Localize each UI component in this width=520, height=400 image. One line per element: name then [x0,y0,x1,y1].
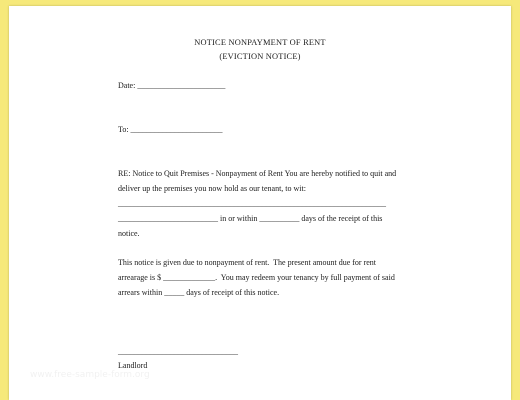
re-paragraph-line-2: deliver up the premises you now hold as our tenant, to wit: [118,184,306,193]
to-field: To: _______________________ [118,125,223,134]
signature-line: ______________________________ [118,347,238,356]
notice-paragraph-line-3: arrears within _____ days of receipt of this notice. [118,288,280,297]
notice-paragraph-line-2: arrearage is $ _____________. You may redeem your tenancy by full payment of said [118,273,395,282]
watermark: www.free-sample-form.org [30,370,150,380]
date-field: Date: ______________________ [118,81,226,90]
blank-line-3: notice. [118,229,140,238]
blank-line-2: _________________________ in or within __________ days of the receipt of this [118,214,383,223]
document-subtitle: (EVICTION NOTICE) [219,52,301,61]
blank-line-1: ___________________________________________________________________ [118,199,386,208]
re-paragraph-line-1: RE: Notice to Quit Premises - Nonpayment of Rent You are hereby notified to quit and [118,169,397,178]
notice-paragraph-line-1: This notice is given due to nonpayment of rent. The present amount due for rent [118,258,377,267]
document-title: NOTICE NONPAYMENT OF RENT [194,38,326,47]
signature-label: Landlord [118,361,148,370]
